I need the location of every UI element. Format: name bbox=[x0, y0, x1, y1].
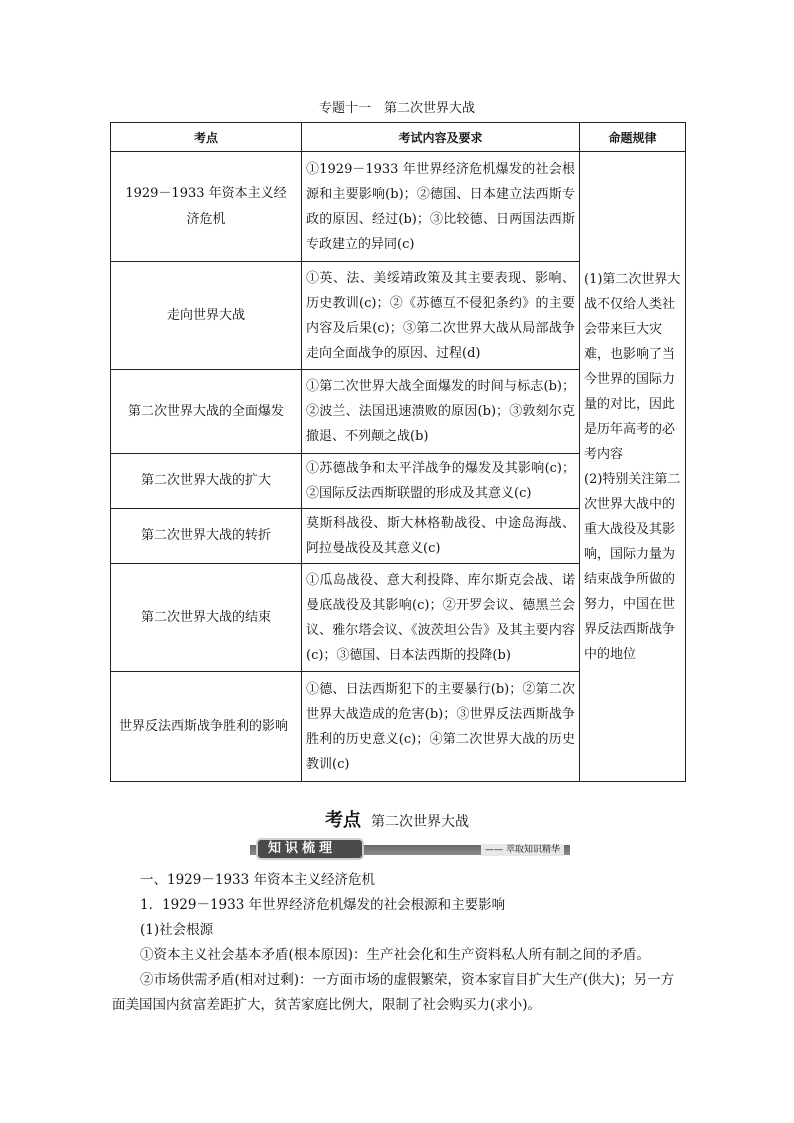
header-topic: 考点 bbox=[111, 123, 302, 152]
heading-level-3: (1)社会根源 bbox=[140, 922, 214, 938]
page-title: 专题十一 第二次世界大战 bbox=[318, 101, 475, 116]
section-heading bbox=[0, 806, 794, 832]
topic-cell: 走向世界大战 bbox=[111, 262, 302, 370]
topic-cell: 第二次世界大战的结束 bbox=[111, 564, 302, 672]
syllabus-table bbox=[110, 122, 686, 782]
rule-cell bbox=[580, 152, 686, 782]
section-title: 第二次世界大战 bbox=[371, 814, 469, 830]
topic-cell: 第二次世界大战的转折 bbox=[111, 509, 302, 564]
heading-level-1: 一、1929－1933 年资本主义经济危机 bbox=[140, 872, 376, 888]
banner-subtitle: —— 萃取知识精华 bbox=[481, 844, 564, 856]
requirement-cell: ①德、日法西斯犯下的主要暴行(b)；②第二次世界大战造成的危害(b)；③世界反法西斯战争胜利的历史意义(c)；④第二次世界大战的历史教训(c) bbox=[302, 672, 580, 782]
requirement-cell: ①瓜岛战役、意大利投降、库尔斯克会战、诺曼底战役及其影响(c)；②开罗会议、德黑兰会议、雅尔塔会议、《波茨坦公告》及其主要内容(c)；③德国、日本法西斯的投降(b) bbox=[302, 564, 580, 672]
table-header-row bbox=[111, 123, 686, 152]
requirement-cell: ①英、法、美绥靖政策及其主要表现、影响、历史教训(c)；②《苏德互不侵犯条约》的主要内容及后果(c)；③第二次世界大战从局部战争走向全面战争的原因、过程(d) bbox=[302, 262, 580, 370]
paragraph: ①资本主义社会基本矛盾(根本原因)：生产社会化和生产资料私人所有制之间的矛盾。 bbox=[140, 947, 651, 963]
table-row bbox=[111, 152, 686, 262]
rule-text: (1)第二次世界大战不仅给人类社会带来巨大灾难，也影响了当今世界的国际力量的对比，因此是历年高考的必考内容 (2)特别关注第二次世界大战中的重大战役及其影响，国际力量为结束战争所做的努力，中国在世界反法西斯战争中的地位 bbox=[584, 271, 681, 662]
header-rules: 命题规律 bbox=[580, 123, 686, 152]
body-text bbox=[112, 868, 684, 1018]
paragraph: ②市场供需矛盾(相对过剩)：一方面市场的虚假繁荣，资本家盲目扩大生产(供大)；另一方面美国国内贫富差距扩大，贫苦家庭比例大，限制了社会购买力(求小)。 bbox=[112, 972, 675, 1013]
knowledge-banner bbox=[250, 840, 570, 858]
requirement-cell: ①1929－1933 年世界经济危机爆发的社会根源和主要影响(b)；②德国、日本建立法西斯专政的原因、经过(b)；③比较德、日两国法西斯专政建立的异同(c) bbox=[302, 152, 580, 262]
requirement-cell: ①苏德战争和太平洋战争的爆发及其影响(c)；②国际反法西斯联盟的形成及其意义(c) bbox=[302, 454, 580, 509]
topic-cell: 1929－1933 年资本主义经济危机 bbox=[111, 152, 302, 262]
banner-tag: 知识梳理 bbox=[258, 840, 362, 858]
heading-level-2: 1．1929－1933 年世界经济危机爆发的社会根源和主要影响 bbox=[140, 897, 506, 913]
header-requirements: 考试内容及要求 bbox=[302, 123, 580, 152]
topic-cell: 第二次世界大战的全面爆发 bbox=[111, 370, 302, 454]
topic-cell: 第二次世界大战的扩大 bbox=[111, 454, 302, 509]
requirement-cell: 莫斯科战役、斯大林格勒战役、中途岛海战、阿拉曼战役及其意义(c) bbox=[302, 509, 580, 564]
requirement-cell: ①第二次世界大战全面爆发的时间与标志(b)；②波兰、法国迅速溃败的原因(b)；③敦刻尔克撤退、不列颠之战(b) bbox=[302, 370, 580, 454]
section-kaodian-label: 考点 bbox=[325, 810, 361, 831]
topic-cell: 世界反法西斯战争胜利的影响 bbox=[111, 672, 302, 782]
